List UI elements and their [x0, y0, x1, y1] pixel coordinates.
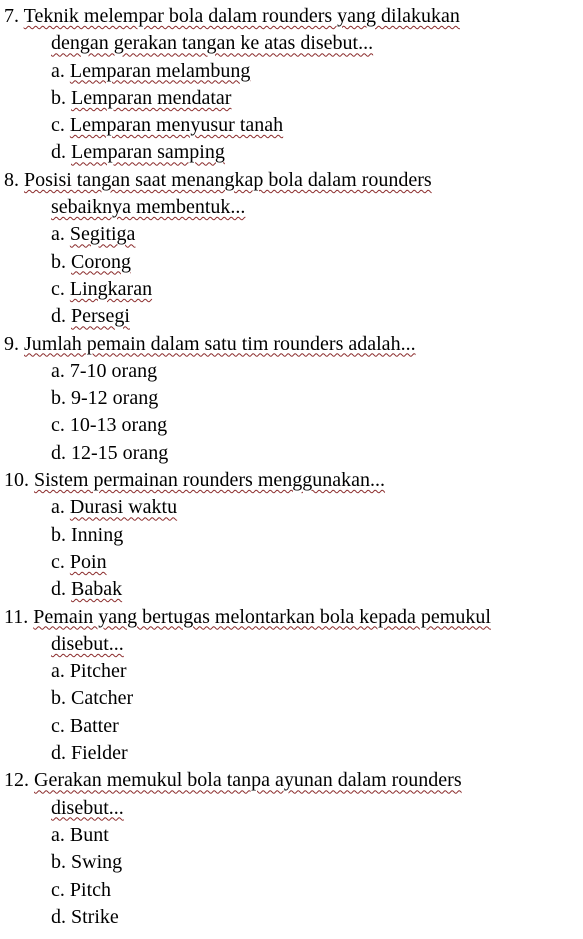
option-text: Lemparan mendatar [71, 86, 232, 109]
question-number: 8. [4, 168, 19, 191]
option-letter: d. [51, 742, 66, 765]
option-12c [0, 877, 583, 904]
option-text: Bunt [69, 823, 109, 846]
option-12a [0, 822, 583, 849]
option-text: Pitcher [69, 660, 127, 683]
option-text: Corong [71, 250, 131, 273]
option-text: Lemparan samping [71, 141, 225, 164]
option-11c [0, 713, 583, 740]
question-text: disebut... [51, 796, 124, 819]
option-text: Catcher [71, 687, 134, 710]
option-text: 9-12 orang [71, 387, 159, 410]
option-letter: c. [51, 550, 65, 573]
option-letter: c. [51, 878, 65, 901]
question-text: Sistem permainan rounders menggunakan... [34, 469, 386, 492]
option-text: Pitch [69, 878, 112, 901]
option-letter: b. [51, 687, 66, 710]
option-10b [0, 522, 583, 549]
question-9-line-1 [0, 331, 583, 358]
question-text: dengan gerakan tangan ke atas disebut... [51, 32, 374, 55]
option-8a [0, 221, 583, 248]
question-8-line-1 [0, 167, 583, 194]
option-11d [0, 740, 583, 767]
option-11b [0, 685, 583, 712]
option-text: Batter [69, 714, 119, 737]
question-12-line-2 [0, 795, 583, 822]
option-9a [0, 358, 583, 385]
question-10-line-1 [0, 467, 583, 494]
option-letter: a. [51, 823, 65, 846]
option-9d [0, 440, 583, 467]
option-10d [0, 576, 583, 603]
question-list [0, 3, 583, 931]
option-10c [0, 549, 583, 576]
option-letter: b. [51, 86, 66, 109]
question-7-line-2 [0, 30, 583, 57]
question-number: 7. [4, 5, 19, 27]
option-letter: c. [51, 714, 65, 737]
option-letter: a. [51, 223, 65, 246]
option-text: Lemparan melambung [69, 59, 251, 82]
option-letter: a. [51, 359, 65, 382]
option-letter: d. [51, 905, 66, 928]
option-text: 10-13 orang [69, 414, 168, 437]
option-text: Lemparan menyusur tanah [69, 114, 284, 137]
option-letter: c. [51, 114, 65, 137]
question-number: 10. [4, 469, 29, 492]
question-text: Jumlah pemain dalam satu tim rounders adalah... [24, 332, 416, 355]
option-text: Poin [69, 550, 107, 573]
option-letter: d. [51, 305, 66, 328]
question-text: Gerakan memukul bola tanpa ayunan dalam rounders [34, 769, 462, 792]
option-7b [0, 85, 583, 112]
option-text: 12-15 orang [71, 441, 169, 464]
option-8c [0, 276, 583, 303]
question-text: Posisi tangan saat menangkap bola dalam rounders [24, 168, 432, 191]
question-11-line-2 [0, 631, 583, 658]
option-text: Segitiga [69, 223, 136, 246]
option-letter: d. [51, 141, 66, 164]
option-letter: b. [51, 250, 66, 273]
question-8-line-2 [0, 194, 583, 221]
question-7-line-1 [0, 3, 583, 30]
option-letter: b. [51, 523, 66, 546]
option-letter: a. [51, 660, 65, 683]
option-9b [0, 385, 583, 412]
option-7d [0, 139, 583, 166]
question-text: Pemain yang bertugas melontarkan bola kepada pemukul [33, 605, 491, 628]
option-text: Inning [71, 523, 124, 546]
option-12d [0, 904, 583, 931]
option-letter: d. [51, 578, 66, 601]
option-letter: c. [51, 414, 65, 437]
option-letter: b. [51, 387, 66, 410]
question-12-line-1 [0, 767, 583, 794]
question-text: Teknik melempar bola dalam rounders yang dilakukan [23, 5, 460, 27]
question-number: 12. [4, 769, 29, 792]
option-text: Babak [71, 578, 123, 601]
option-7c [0, 112, 583, 139]
option-text: Persegi [71, 305, 130, 328]
question-number: 11. [4, 605, 29, 628]
option-8b [0, 249, 583, 276]
option-9c [0, 412, 583, 439]
question-number: 9. [4, 332, 19, 355]
option-7a [0, 58, 583, 85]
option-text: Lingkaran [69, 277, 153, 300]
option-letter: b. [51, 851, 66, 874]
option-letter: d. [51, 441, 66, 464]
option-text: Durasi waktu [69, 496, 178, 519]
question-11-line-1 [0, 604, 583, 631]
option-letter: a. [51, 496, 65, 519]
option-12b [0, 849, 583, 876]
option-11a [0, 658, 583, 685]
option-text: 7-10 orang [69, 359, 158, 382]
option-10a [0, 494, 583, 521]
option-text: Fielder [71, 742, 128, 765]
question-text: disebut... [51, 632, 124, 655]
option-letter: a. [51, 59, 65, 82]
option-letter: c. [51, 277, 65, 300]
option-text: Strike [71, 905, 119, 928]
option-8d [0, 303, 583, 330]
option-text: Swing [71, 851, 123, 874]
question-text: sebaiknya membentuk... [51, 196, 246, 219]
